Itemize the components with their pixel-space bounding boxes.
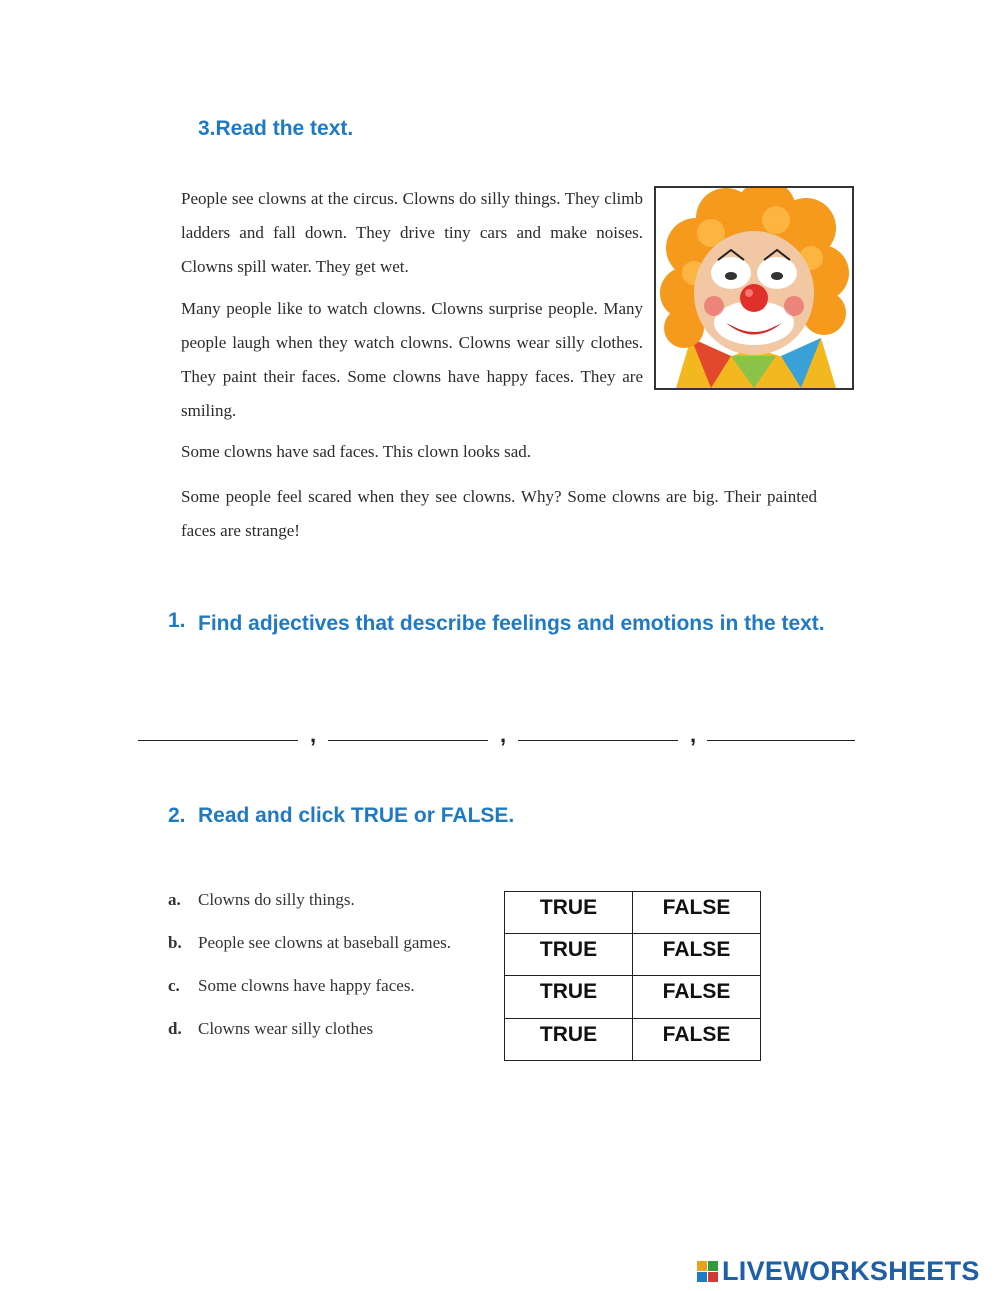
logo-square <box>708 1272 718 1282</box>
statement-a <box>168 890 355 910</box>
answer-blank-2[interactable] <box>328 740 488 741</box>
false-option[interactable]: FALSE <box>662 938 731 961</box>
statement-b <box>168 933 451 953</box>
false-cell-c[interactable] <box>633 976 761 1019</box>
table-row <box>505 976 761 1019</box>
liveworksheets-logo <box>697 1256 980 1287</box>
reading-paragraph-4: Some people feel scared when they see clowns. Why? Some clowns are big. Their painted faces are strange! <box>181 487 817 540</box>
true-option[interactable]: TRUE <box>539 938 598 961</box>
logo-square <box>697 1261 707 1271</box>
statement-letter: b. <box>168 933 182 952</box>
true-false-table <box>504 891 761 1061</box>
comma-separator: , <box>310 722 317 747</box>
statement-letter: a. <box>168 890 181 909</box>
true-cell-b[interactable] <box>505 934 633 976</box>
reading-paragraph-2: Many people like to watch clowns. Clowns surprise people. Many people laugh when they watch clowns. Clowns wear silly clothes. They paint their faces. Some clowns have happy faces. They are smiling. <box>181 299 643 420</box>
logo-square <box>697 1272 707 1282</box>
true-option[interactable]: TRUE <box>539 980 598 1003</box>
logo-squares-icon <box>697 1261 718 1282</box>
table-row <box>505 892 761 934</box>
true-option[interactable]: TRUE <box>539 1023 598 1046</box>
false-cell-b[interactable] <box>633 934 761 976</box>
table-row <box>505 934 761 976</box>
question-1-text: Find adjectives that describe feelings and emotions in the text. <box>198 612 825 635</box>
reading-paragraph-1: People see clowns at the circus. Clowns do silly things. They climb ladders and fall down. They drive tiny cars and make noises. Clowns spill water. They get wet. <box>181 189 643 276</box>
statement-c <box>168 976 415 996</box>
question-2-text: Read and click TRUE or FALSE. <box>198 804 515 827</box>
statement-text: Some clowns have happy faces. <box>198 976 415 995</box>
false-option[interactable]: FALSE <box>662 1023 731 1046</box>
statement-letter: d. <box>168 1019 182 1038</box>
comma-separator: , <box>690 722 697 747</box>
logo-text: LIVEWORKSHEETS <box>722 1256 980 1286</box>
true-cell-c[interactable] <box>505 976 633 1019</box>
statement-text: Clowns do silly things. <box>198 890 355 909</box>
false-cell-d[interactable] <box>633 1019 761 1061</box>
answer-blank-4[interactable] <box>707 740 855 741</box>
answer-blank-3[interactable] <box>518 740 678 741</box>
false-option[interactable]: FALSE <box>662 896 731 919</box>
answer-blank-1[interactable] <box>138 740 298 741</box>
statement-text: People see clowns at baseball games. <box>198 933 452 952</box>
question-1-number: 1. <box>168 609 186 632</box>
clown-photo <box>654 186 854 390</box>
statement-text: Clowns wear silly clothes <box>198 1019 374 1038</box>
true-cell-a[interactable] <box>505 892 633 934</box>
statement-letter: c. <box>168 976 180 995</box>
reading-paragraph-3: Some clowns have sad faces. This clown looks sad. <box>181 442 532 461</box>
section-title: 3.Read the text. <box>198 117 354 140</box>
statement-d <box>168 1019 373 1039</box>
true-cell-d[interactable] <box>505 1019 633 1061</box>
false-cell-a[interactable] <box>633 892 761 934</box>
comma-separator: , <box>500 722 507 747</box>
question-2-number: 2. <box>168 804 186 827</box>
false-option[interactable]: FALSE <box>662 980 731 1003</box>
true-option[interactable]: TRUE <box>539 896 598 919</box>
table-row <box>505 1019 761 1061</box>
logo-square <box>708 1261 718 1271</box>
